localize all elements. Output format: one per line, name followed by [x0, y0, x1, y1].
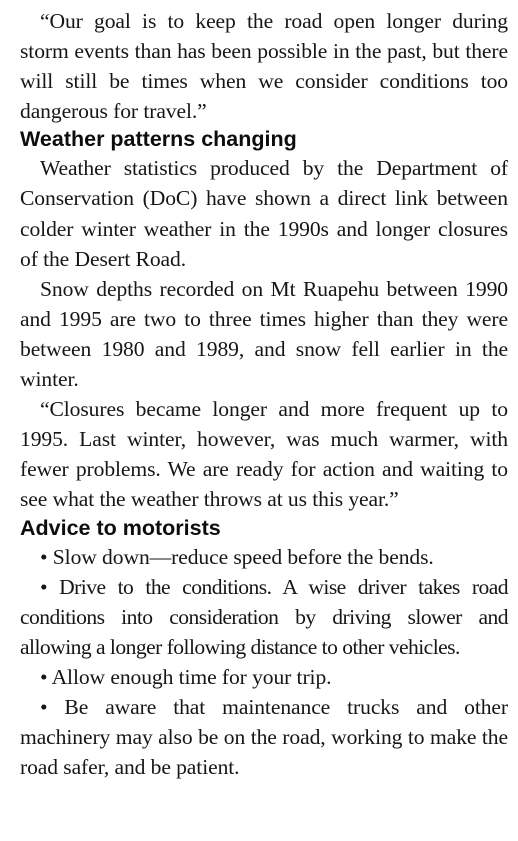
intro-quote-paragraph: “Our goal is to keep the road open longer during storm events than has been possible in the past, but there will still be times when we consider conditions too dangerous for travel.” [20, 9, 508, 124]
advice-bullet-2: • Drive to the conditions. A wise driver takes road conditions into consideration by driving slower and allowing a longer following distance to other vehicles. [20, 574, 508, 659]
weather-paragraph-1: Weather statistics produced by the Department of Conservation (DoC) have shown a direct link between colder winter weather in the 1990s and longer closures of the Desert Road. [20, 156, 508, 271]
weather-section-heading: Weather patterns changing [20, 127, 297, 152]
advice-section [20, 515, 508, 783]
weather-paragraph-3: “Closures became longer and more frequent up to 1995. Last winter, however, was much warmer, with fewer problems. We are ready for action and waiting to see what the weather throws at us this year.” [20, 397, 508, 512]
weather-paragraph-2: Snow depths recorded on Mt Ruapehu between 1990 and 1995 are two to three times higher than they were between 1980 and 1989, and snow fell earlier in the winter. [20, 276, 508, 392]
advice-bullet-4: • Be aware that maintenance trucks and other machinery may also be on the road, working to make the road safer, and be patient. [20, 694, 508, 780]
advice-bullet-1: • Slow down—reduce speed before the bends. [40, 544, 434, 569]
weather-section [20, 126, 508, 514]
advice-bullet-3: • Allow enough time for your trip. [40, 664, 332, 689]
advice-section-heading: Advice to motorists [20, 515, 221, 540]
